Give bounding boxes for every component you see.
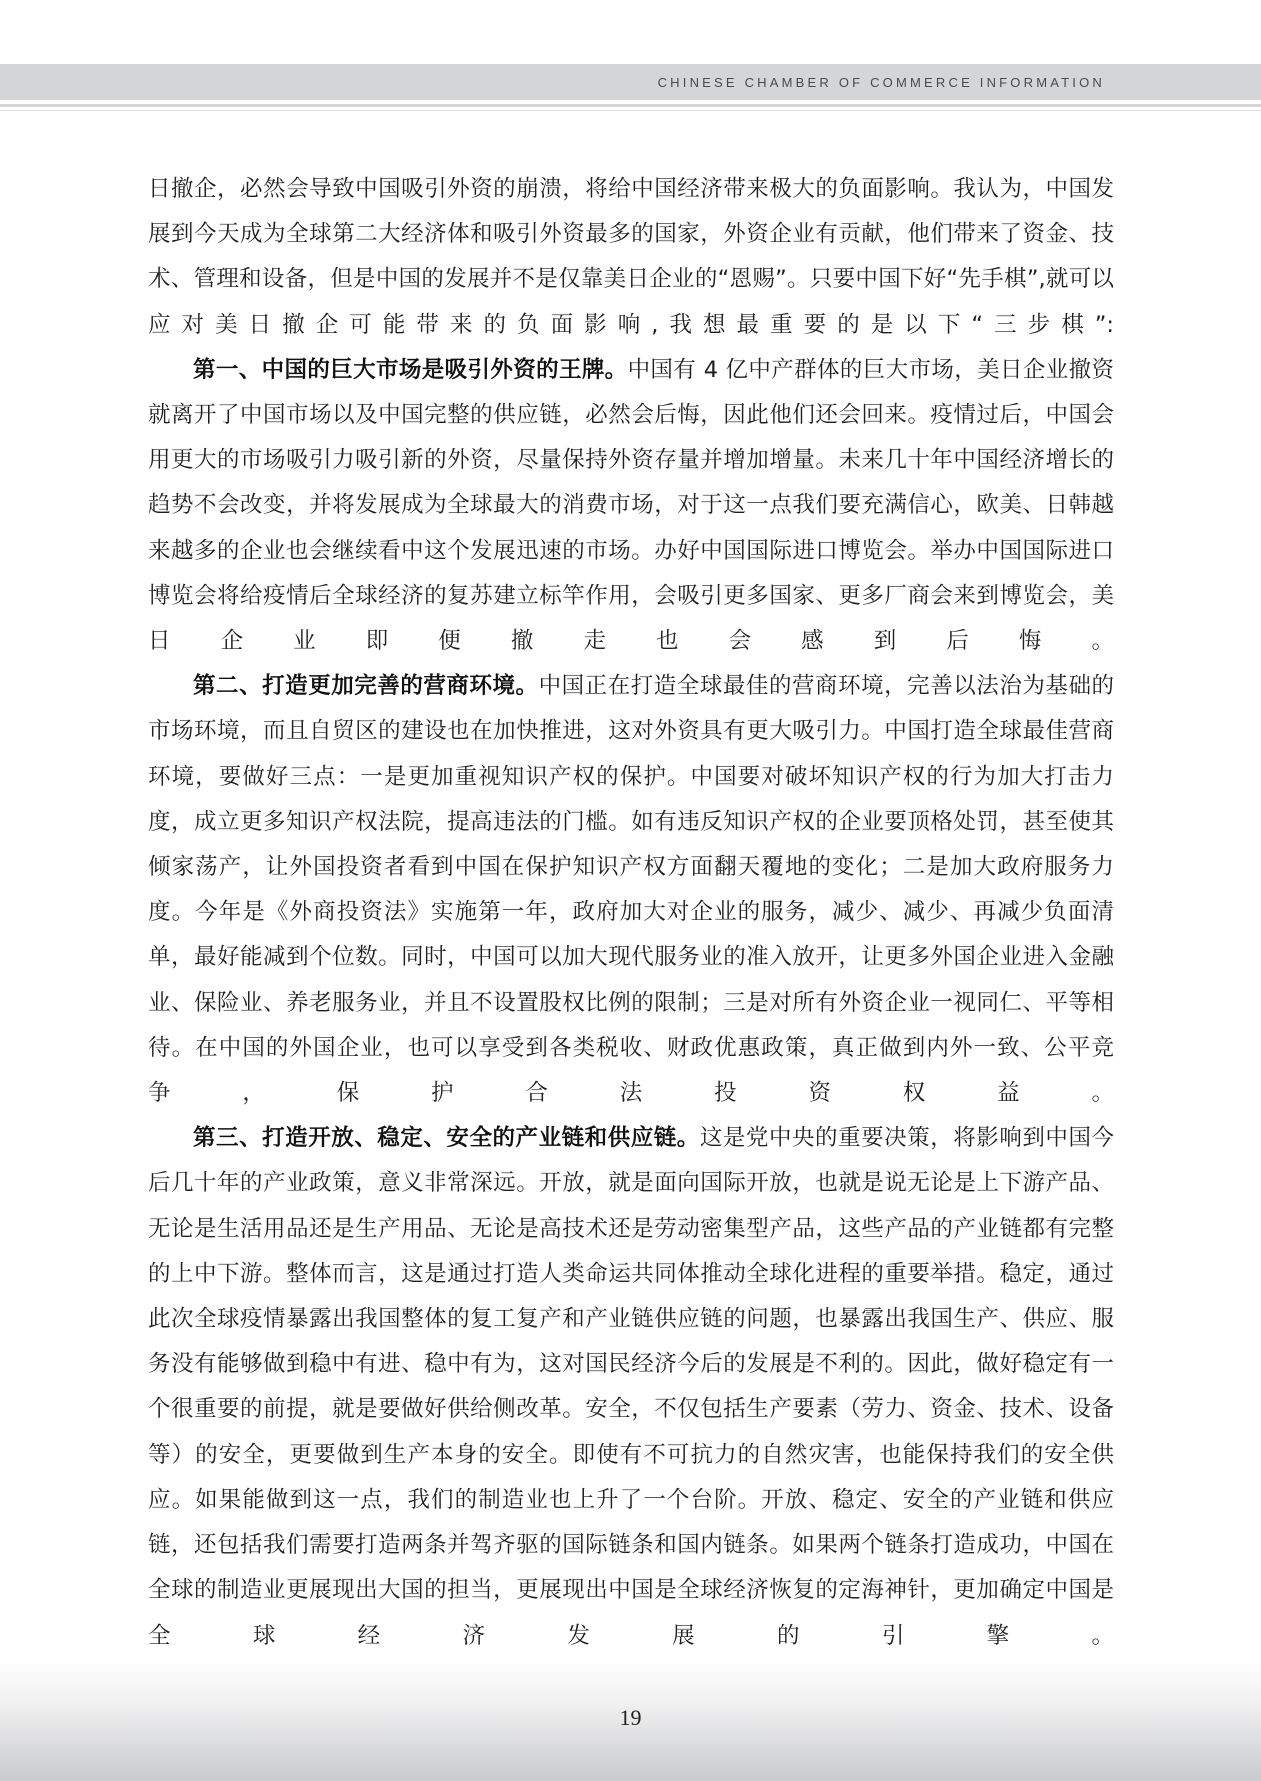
paragraph-point-three [148, 1116, 1114, 1658]
article-body [148, 167, 1114, 1659]
paragraph-point-two [148, 664, 1114, 1116]
page-number: 19 [619, 1705, 642, 1730]
paragraph-lead: 第二、打造更加完善的营商环境。 [193, 673, 539, 700]
paragraph-lead: 第一、中国的巨大市场是吸引外资的王牌。 [193, 356, 628, 383]
header-rule-thin [0, 110, 1261, 111]
paragraph-text: 中国正在打造全球最佳的营商环境，完善以法治为基础的市场环境，而且自贸区的建设也在加快推进，这对外资具有更大吸引力。中国打造全球最佳营商环境，要做好三点：一是更加重视知识产权的保护。中国要对破坏知识产权的行为加大打击力度，成立更多知识产权法院，提高违法的门槛。如有违反知识产权的企业要顶格处罚，甚至使其倾家荡产，让外国投资者看到中国在保护知识产权方面翻天覆地的变化；二是加大政府服务力度。今年是《外商投资法》实施第一年，政府加大对企业的服务，减少、减少、再减少负面清单，最好能减到个位数。同时，中国可以加大现代服务业的准入放开，让更多外国企业进入金融业、保险业、养老服务业，并且不设置股权比例的限制；三是对所有外资企业一视同仁、平等相待。在中国的外国企业，也可以享受到各类税收、财政优惠政策，真正做到内外一致、公平竞争，保护合法投资权益。 [148, 673, 1114, 1107]
paragraph-text: 中国有 4 亿中产群体的巨大市场，美日企业撤资就离开了中国市场以及中国完整的供应链，必然会后悔，因此他们还会回来。疫情过后，中国会用更大的市场吸引力吸引新的外资，尽量保持外资存量并增加增量。未来几十年中国经济增长的趋势不会改变，并将发展成为全球最大的消费市场，对于这一点我们要充满信心，欧美、日韩越来越多的企业也会继续看中这个发展迅速的市场。办好中国国际进口博览会。举办中国国际进口博览会将给疫情后全球经济的复苏建立标竿作用，会吸引更多国家、更多厂商会来到博览会，美日企业即便撤走也会感到后悔。 [148, 356, 1114, 655]
paragraph-continuation [148, 167, 1114, 348]
paragraph-text: 这是党中央的重要决策，将影响到中国今后几十年的产业政策，意义非常深远。开放，就是面向国际开放，也就是说无论是上下游产品、无论是生活用品还是生产用品、无论是高技术还是劳动密集型产品，这些产品的产业链都有完整的上中下游。整体而言，这是通过打造人类命运共同体推动全球化进程的重要举措。稳定，通过此次全球疫情暴露出我国整体的复工复产和产业链供应链的问题，也暴露出我国生产、供应、服务没有能够做到稳中有进、稳中有为，这对国民经济今后的发展是不利的。因此，做好稳定有一个很重要的前提，就是要做好供给侧改革。安全，不仅包括生产要素（劳力、资金、技术、设备等）的安全，更要做到生产本身的安全。即使有不可抗力的自然灾害，也能保持我们的安全供应。如果能做到这一点，我们的制造业也上升了一个台阶。开放、稳定、安全的产业链和供应链，还包括我们需要打造两条并驾齐驱的国际链条和国内链条。如果两个链条打造成功，中国在全球的制造业更展现出大国的担当，更展现出中国是全球经济恢复的定海神针，更加确定中国是全球经济发展的引擎。 [148, 1125, 1114, 1649]
running-header: CHINESE CHAMBER OF COMMERCE INFORMATION [657, 75, 1105, 90]
paragraph-lead: 第三、打造开放、稳定、安全的产业链和供应链。 [193, 1125, 700, 1152]
header-rule [0, 104, 1261, 107]
paragraph-point-one [148, 348, 1114, 664]
paragraph-text: 日撤企，必然会导致中国吸引外资的崩溃，将给中国经济带来极大的负面影响。我认为，中国发展到今天成为全球第二大经济体和吸引外资最多的国家，外资企业有贡献，他们带来了资金、技术、管理和设备，但是中国的发展并不是仅靠美日企业的“恩赐”。只要中国下好“先手棋”,就可以应对美日撤企可能带来的负面影响,我想最重要的是以下“三步棋”: [148, 176, 1114, 338]
